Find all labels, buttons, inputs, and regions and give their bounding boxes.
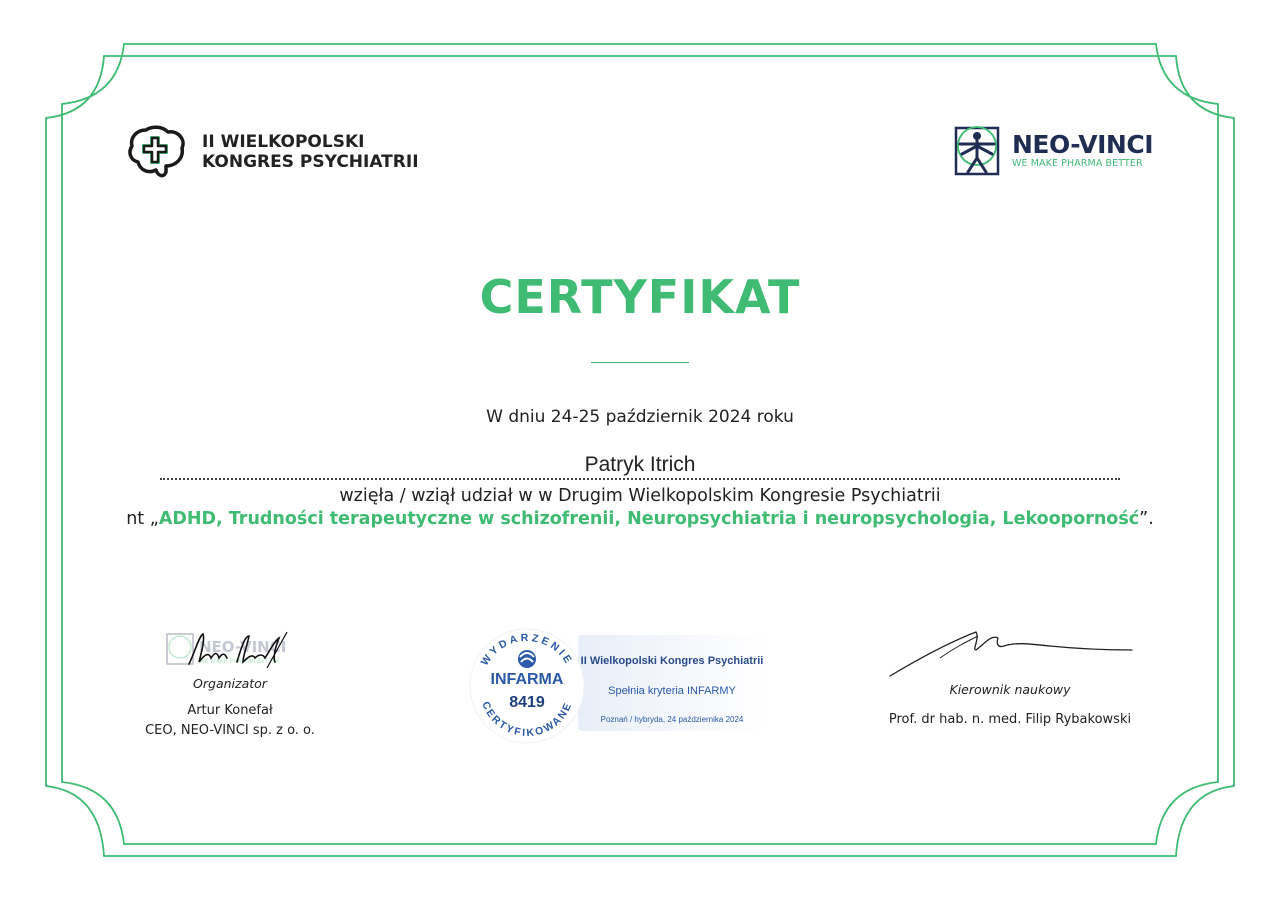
watermark-tagline: WE MAKE PHARMA BETTER	[199, 658, 281, 665]
neo-vinci-logo	[952, 124, 1153, 178]
watermark-name: NEO-VINCI	[199, 638, 287, 656]
infarma-badge	[468, 627, 768, 745]
certificate-title: CERTYFIKAT	[479, 270, 801, 324]
organizer-signature-block	[130, 628, 330, 741]
topic-prefix: nt „	[126, 509, 159, 529]
topic-text: ADHD, Trudności terapeutyczne w schizofrenii, Neuropsychiatria i neuropsychologia, Lekooporność	[158, 509, 1140, 529]
organizer-name: Artur Konefał	[187, 703, 273, 718]
congress-logo	[126, 124, 419, 180]
badge-event: II Wielkopolski Kongres Psychiatrii	[580, 655, 764, 667]
seal-ring-top: WYDARZENIE	[478, 631, 576, 668]
scientific-head-name: Prof. dr hab. n. med. Filip Rybakowski	[888, 712, 1132, 727]
badge-panel	[578, 635, 766, 731]
scientific-head-signature-block	[870, 628, 1150, 730]
scientific-head-role: Kierownik naukowy	[949, 682, 1071, 697]
badge-place-date: Poznań / hybryda, 24 października 2024	[600, 715, 744, 724]
organizer-handwritten-signature	[183, 628, 293, 672]
congress-title-line1: II WIELKOPOLSKI	[202, 132, 365, 152]
participation-event: Drugim Wielkopolskim Kongresie Psychiatrii	[558, 486, 941, 506]
organizer-position: CEO, NEO-VINCI sp. z o. o.	[145, 723, 315, 738]
seal-brand: INFARMA	[490, 671, 564, 688]
participant-name: Patryk Itrich	[584, 453, 696, 476]
neo-vinci-name: NEO-VINCI	[1012, 130, 1153, 159]
participation-prefix: wzięła / wziął udział w w	[339, 486, 559, 506]
infarma-seal	[468, 627, 586, 745]
title-divider	[591, 362, 689, 363]
topic-line	[0, 509, 1280, 529]
organizer-role: Organizator	[193, 676, 267, 691]
brain-cross-icon	[126, 124, 188, 180]
neo-vinci-tagline: WE MAKE PHARMA BETTER	[1012, 158, 1143, 169]
seal-number: 8419	[509, 694, 545, 711]
name-dotted-line	[160, 478, 1120, 480]
vitruvian-man-icon	[952, 124, 1002, 178]
badge-criteria: Spełnia kryteria INFARMY	[608, 685, 736, 697]
date-line: W dniu 24-25 październik 2024 roku	[486, 407, 794, 427]
seal-ring-bottom: CERTYFIKOWANE	[479, 699, 575, 740]
congress-title-line2: KONGRES PSYCHIATRII	[202, 152, 419, 172]
participation-line	[0, 486, 1280, 506]
congress-title	[202, 132, 419, 172]
topic-suffix: ”.	[1139, 509, 1154, 529]
scientific-head-handwritten-signature	[880, 628, 1140, 678]
organizer-signature	[165, 628, 295, 672]
